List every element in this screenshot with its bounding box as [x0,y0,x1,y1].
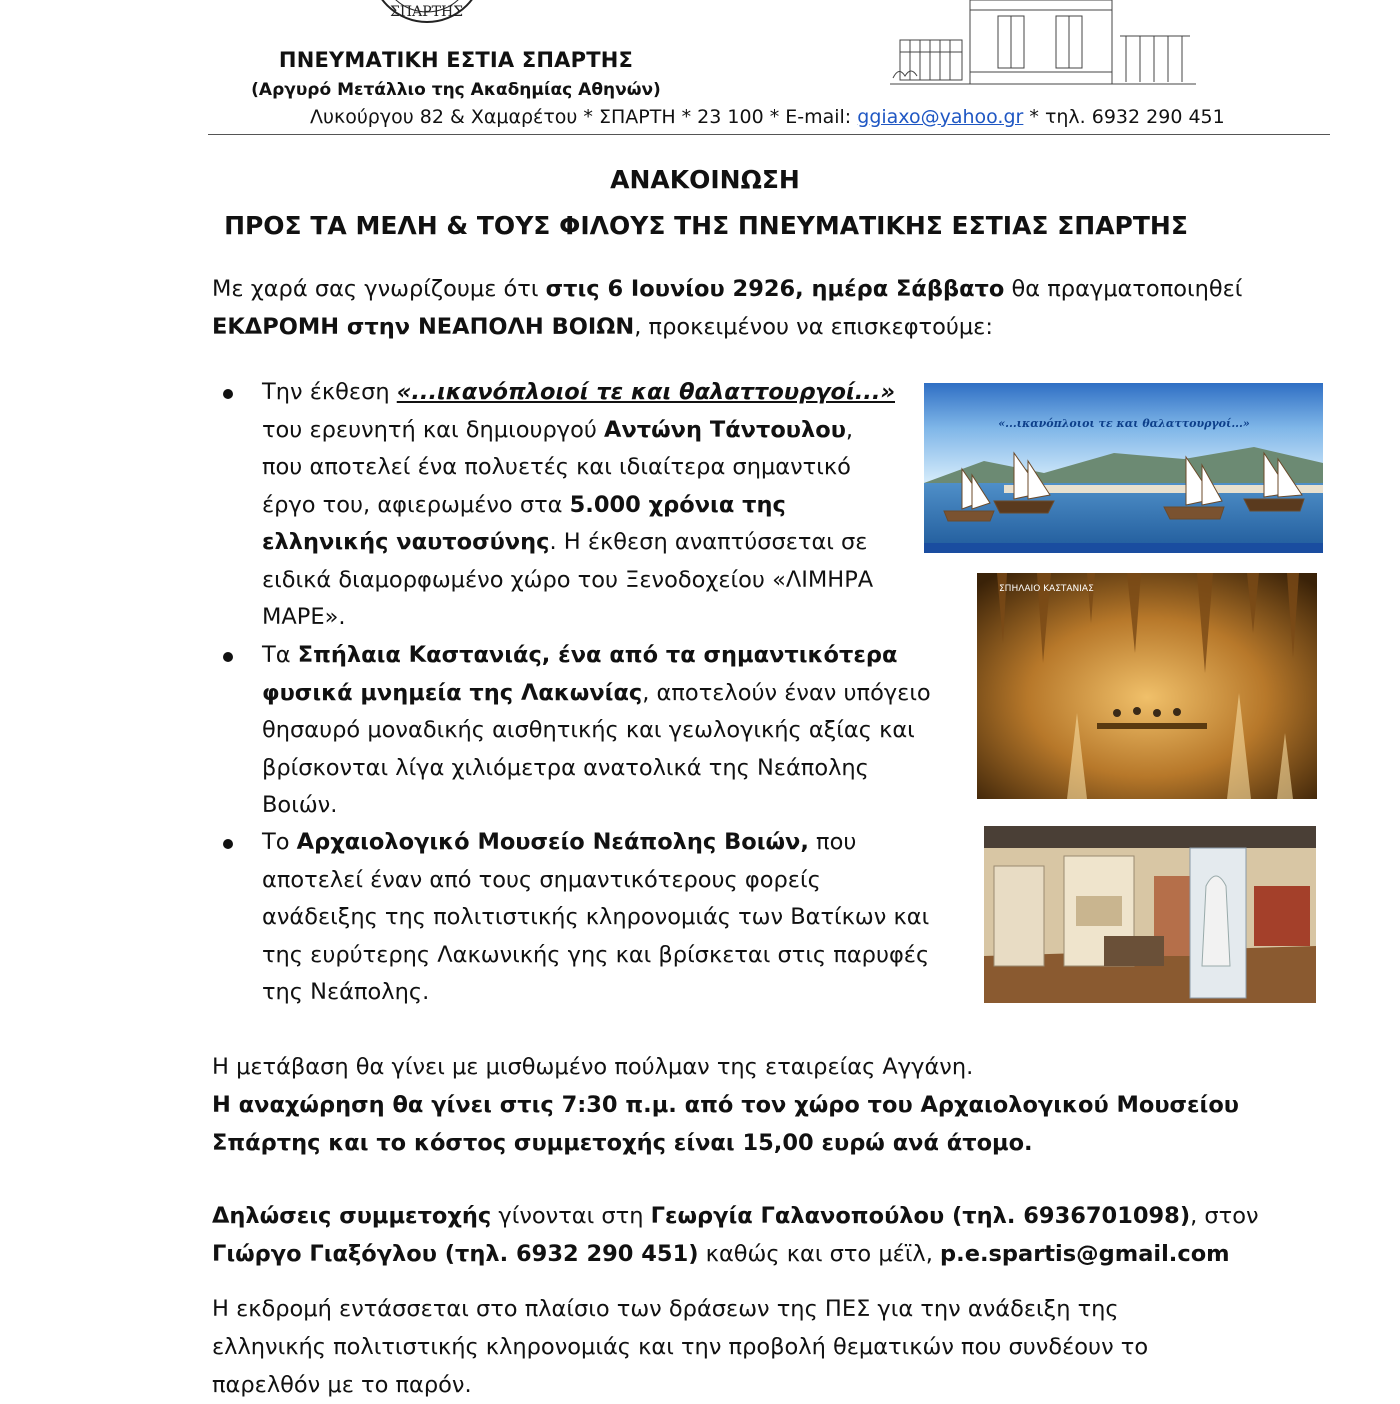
exhibition-poster-image [924,383,1323,553]
intro-date: στις 6 Ιουνίου 2926, ημέρα Σάββατο [545,276,1005,302]
contact-1: Γεωργία Γαλανοπούλου (τηλ. 6936701098) [650,1203,1191,1229]
text: Την έκθεση [262,379,397,405]
text: που [808,829,857,855]
intro-text-1: Με χαρά σας γνωρίζουμε ότι [212,276,546,302]
seal-text: ΣΠΑΡΤΗΣ [390,4,464,20]
text: θησαυρό μοναδικής αισθητικής και γεωλογικής αξίας και [262,717,915,743]
departure-text: Η αναχώρηση θα γίνει στις 7:30 π.μ. από τον χώρο του Αρχαιολογικού Μουσείου [212,1092,1239,1118]
text: του ερευνητή και δημιουργού [262,416,605,443]
bullet-exhibition [262,374,895,637]
text: , στον [1190,1203,1259,1229]
text: ΜΑΡΕ». [262,604,346,630]
announcement-subtitle: ΠΡΟΣ ΤΑ ΜΕΛΗ & ΤΟΥΣ ΦΙΛΟΥΣ ΤΗΣ ΠΝΕΥΜΑΤΙΚΗΣ ΕΣΤΙΑΣ ΣΠΑΡΤΗΣ [224,211,1188,240]
bullet-caves [262,637,931,825]
museum-highlight: Αρχαιολογικό Μουσείο Νεάπολης Βοιών, [296,829,809,855]
text: Βοιών. [262,792,338,818]
text: ανάδειξης της πολιτιστικής κληρονομιάς των Βατίκων και [262,904,930,930]
org-name: ΠΝΕΥΜΑΤΙΚΗ ΕΣΤΙΑ ΣΠΑΡΤΗΣ [278,48,634,72]
text: έργο του, αφιερωμένο στα [262,491,570,518]
caves-highlight-2: φυσικά μνημεία της Λακωνίας [262,679,643,706]
text: που αποτελεί ένα πολυετές και ιδιαίτερα σημαντικό [262,454,851,480]
bullet-dot [223,389,233,399]
text: αποτελεί έναν από τους σημαντικότερους φορείς [262,866,821,893]
text: παρελθόν με το παρόν. [212,1372,472,1398]
text: , αποτελούν έναν υπόγειο [642,679,931,706]
announcement-title: ΑΝΑΚΟΙΝΩΣΗ [610,165,800,194]
registration-label: Δηλώσεις συμμετοχής [212,1203,492,1229]
exhibition-title: «...ικανόπλοιοί τε και θαλαττουργοί...» [396,379,895,405]
naval-highlight: ελληνικής ναυτοσύνης [262,529,550,555]
phone-text: * τηλ. 6932 290 451 [1023,106,1225,128]
contact-2: Γιώργο Γιαξόγλου (τηλ. 6932 290 451) [212,1241,699,1267]
text: . Η έκθεση αναπτύσσεται σε [549,529,868,555]
transport-text: Η μετάβαση θα γίνει με μισθωμένο πούλμαν της εταιρείας Αγγάνη. [212,1054,974,1080]
text: βρίσκονται λίγα χιλιόμετρα ανατολικά της Νεάπολης [262,754,869,781]
cost-text: Σπάρτης και το κόστος συμμετοχής είναι 15,00 ευρώ ανά άτομο. [212,1130,1033,1156]
intro-text-3: , προκειμένου να επισκεφτούμε: [634,314,993,340]
creator-name: Αντώνη Τάντουλου [604,416,846,443]
bullet-museum [262,824,929,1012]
text: Η εκδρομή εντάσσεται στο πλαίσιο των δράσεων της ΠΕΣ για την ανάδειξη της [212,1296,1119,1322]
text: ελληνικής πολιτιστικής κληρονομιάς και την προβολή θεματικών που συνδέουν το [212,1334,1149,1360]
intro-trip: ΕΚΔΡΟΜΗ στην ΝΕΑΠΟΛΗ ΒΟΙΩΝ [212,314,635,340]
caves-highlight: Σπήλαια Καστανιάς, ένα από τα σημαντικότερα [297,642,898,668]
intro-paragraph [212,270,1242,346]
building-sketch [890,0,1196,88]
poster-title: «...ικανόπλοιοι τε και θαλαττουργοί...» [998,417,1250,430]
address-text: Λυκούργου 82 & Χαμαρέτου * ΣΠΑΡΤΗ * 23 100 * E-mail: [310,106,858,128]
text: ειδικά διαμορφωμένο χώρο του Ξενοδοχείου «ΛΙΜΗΡΑ [262,566,874,593]
text: της ευρύτερης Λακωνικής γης και βρίσκεται στις παρυφές [262,941,930,968]
contact-email[interactable]: p.e.spartis@gmail.com [940,1241,1230,1267]
org-address [310,106,1225,128]
email-link[interactable]: ggiaxo@yahoo.gr [857,106,1024,128]
registration-paragraph [212,1197,1259,1273]
header-divider [208,134,1330,135]
text: καθώς και στο μέϊλ, [698,1241,941,1267]
intro-text-2: θα πραγματοποιηθεί [1004,276,1243,302]
text: , [845,416,854,443]
bullet-dot [223,652,233,662]
closing-paragraph [212,1290,1148,1404]
cave-logo: ΣΠΗΛΑΙΟ ΚΑΣΤΑΝΙΑΣ [999,584,1094,594]
transport-paragraph [212,1048,1239,1162]
text: Τα [262,642,298,668]
text: Το [262,829,297,855]
years-highlight: 5.000 χρόνια της [569,491,786,518]
text: γίνονται στη [491,1203,651,1229]
cave-image [977,573,1317,799]
museum-image [984,826,1316,1003]
seal-logo [368,0,486,28]
bullet-dot [223,839,233,849]
text: της Νεάπολης. [262,979,430,1005]
org-subtitle: (Αργυρό Μετάλλιο της Ακαδημίας Αθηνών) [251,80,661,100]
